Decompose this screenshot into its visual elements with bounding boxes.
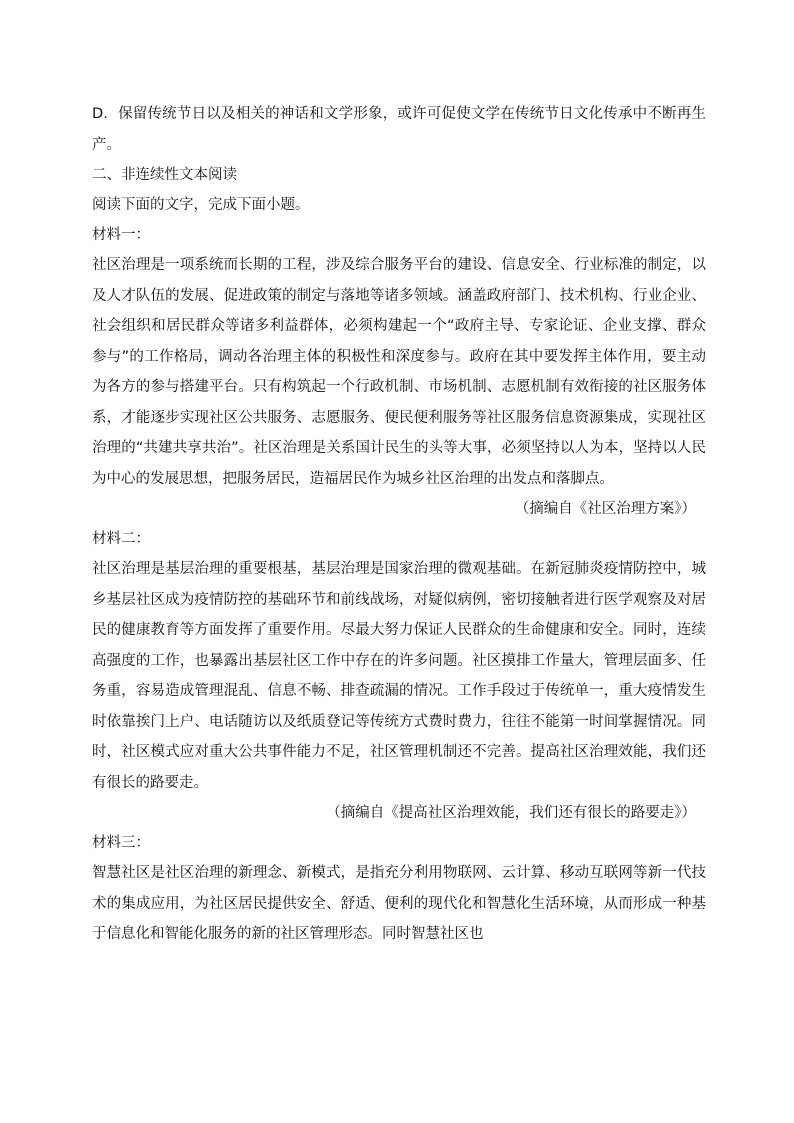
option-d-text: D．保留传统节日以及相关的神话和文学形象，或许可促使文学在传统节日文化传承中不断再生产。 xyxy=(92,106,706,153)
material-2-body: 社区治理是基层治理的重要根基，基层治理是国家治理的微观基础。在新冠肺炎疫情防控中，城乡基层社区成为疫情防控的基础环节和前线战场，对疑似病例，密切接触者进行医学观察及对居民的健康教育等方面发挥了重要作用。尽最大努力保证人民群众的生命健康和安全。同时，连续高强度的工作，也暴露出基层社区工作中存在的许多问题。社区摸排工作量大，管理层面多、任务重，容易造成管理混乱、信息不畅、排查疏漏的情况。工作手段过于传统单一，重大疫情发生时依靠挨门上户、电话随访以及纸质登记等传统方式费时费力，往往不能第一时间掌握情况。同时，社区模式应对重大公共事件能力不足，社区管理机制还不完善。提高社区治理效能，我们还有很长的路要走。 xyxy=(92,561,706,791)
material-3-heading: 材料三： xyxy=(92,835,150,851)
instruction-text: 阅读下面的文字，完成下面小题。 xyxy=(92,197,310,213)
material-2-heading: 材料二： xyxy=(92,531,150,547)
section-heading: 二、非连续性文本阅读 xyxy=(92,167,237,183)
material-1-source: （摘编自《社区治理方案》） xyxy=(514,501,696,517)
document-content xyxy=(92,99,706,950)
material-1-body: 社区治理是一项系统而长期的工程，涉及综合服务平台的建设、信息安全、行业标准的制定，以及人才队伍的发展、促进政策的制定与落地等诸多领域。涵盖政府部门、技术机构、行业企业、社会组织和居民群众等诸多利益群体，必须构建起一个“政府主导、专家论证、企业支撑、群众参与”的工作格局，调动各治理主体的积极性和深度参与。政府在其中要发挥主体作用，要主动为各方的参与搭建平台。只有构筑起一个行政机制、市场机制、志愿机制有效衔接的社区服务体系，才能逐步实现社区公共服务、志愿服务、便民便利服务等社区服务信息资源集成，实现社区治理的“共建共享共治”。社区治理是关系国计民生的头等大事，必须坚持以人为本，坚持以人民为中心的发展思想，把服务居民，造福居民作为城乡社区治理的出发点和落脚点。 xyxy=(92,257,706,487)
material-1-heading: 材料一： xyxy=(92,227,150,243)
material-3-body: 智慧社区是社区治理的新理念、新模式，是指充分利用物联网、云计算、移动互联网等新一代技术的集成应用，为社区居民提供安全、舒适、便利的现代化和智慧化生活环境，从而形成一种基于信息化和智能化服务的新的社区管理形态。同时智慧社区也 xyxy=(92,865,706,942)
material-2-source: （摘编自《提高社区治理效能，我们还有很长的路要走》） xyxy=(326,805,696,821)
